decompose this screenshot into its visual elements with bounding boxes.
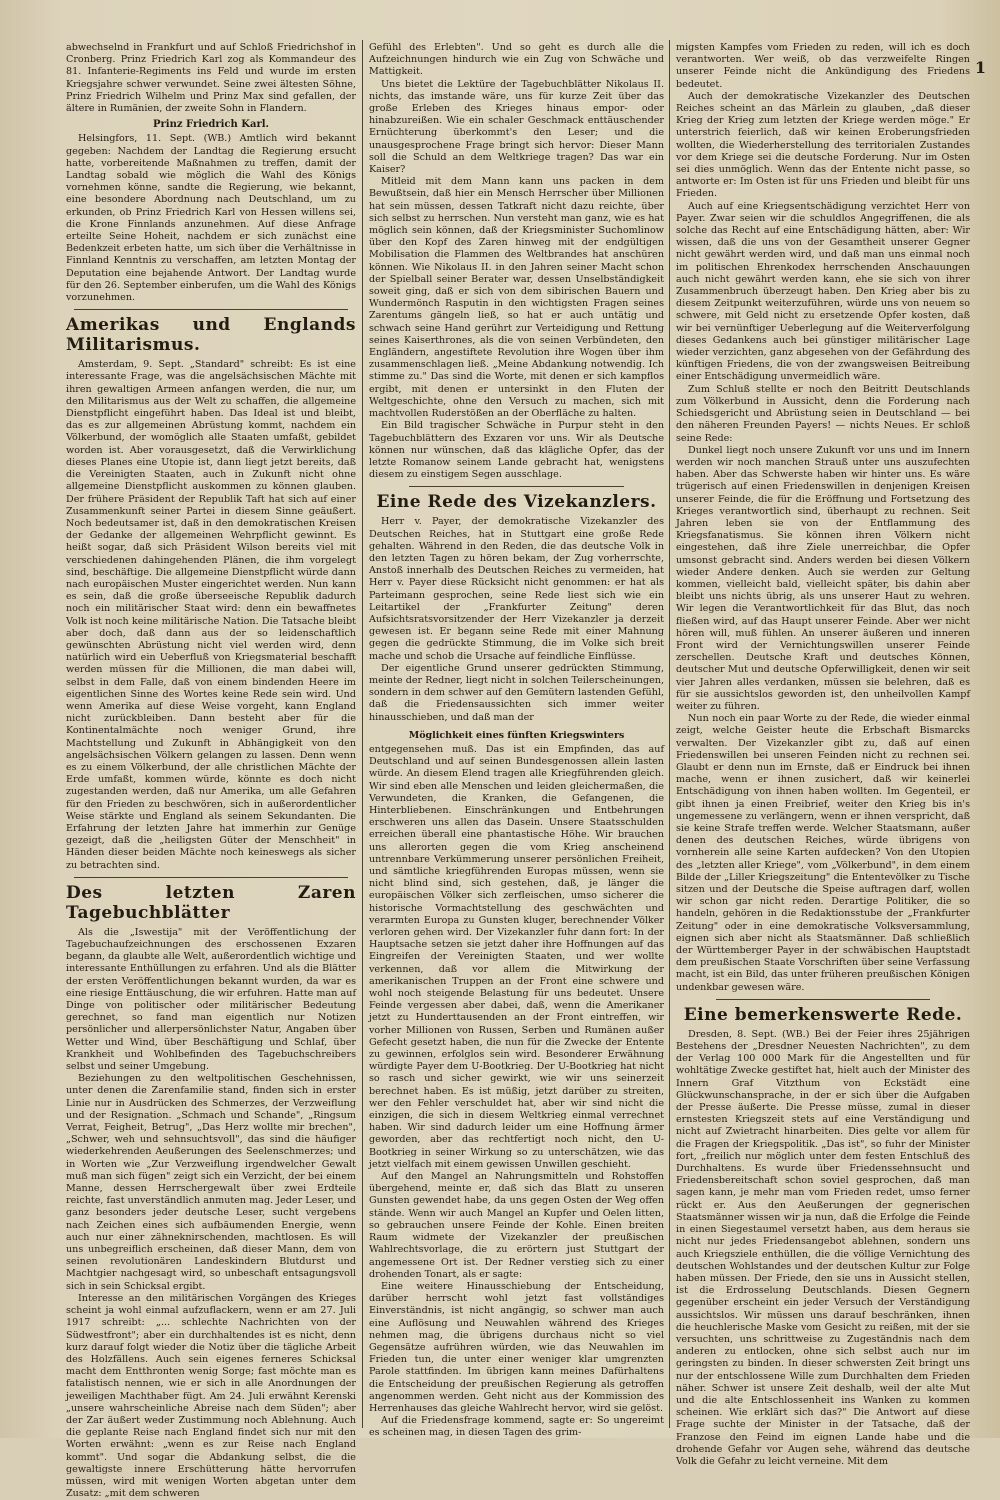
paragraph: entgegensehen muß. Das ist ein Empfinden, das auf Deutschland und auf seinen Bundesgenossen allein lasten würde. An diesem Elend tragen alle Kriegführenden gleich. Wir sind eben alle Menschen und leiden gleichermaßen, die Verwundeten, die Kranken, die Gefangenen, die Hinterbliebenen. Einschränkungen und Entbehrungen erschweren uns allen das Dasein. Unsere Staatsschulden erreichen überall eine phantastische Höhe. Wir brauchen uns allerorten gegen die vom Krieg anscheinend untrennbare Verkümmerung unserer persönlichen Freiheit, und sämtliche kriegführenden Europas müssen, wenn sie nicht blind sind, sich gestehen, daß, je länger die europäischen Völker sich zerfleischen, umso sicherer die historische Vormachtstellung des geschwächten und verarmten Europa zu Gunsten kluger, berechnender Völker verloren gehen wird. Der Vizekanzler fuhr dann fort: In der Hauptsache setzen sie jetzt daher ihre Hoffnungen auf das Eingreifen der Vereinigten Staaten, und wer wollte verkennen, daß vor allem die Mitwirkung der amerikanischen Truppen an der Front eine schwere und wohl noch steigende Belastung für uns bedeutet. Unsere Feinde vergessen aber dabei, daß, wenn die Amerikaner jetzt zu Hunderttausenden an der Front eintreffen, wir vorher Millionen von Russen, Serben und Rumänen außer Gefecht gesetzt haben, die nun für die Zwecke der Entente zu gewinnen, erfolglos sein wird. Besonderer Erwähnung würdigte Payer dem U-Bootkrieg. Der U-Bootkrieg hat nicht so rasch und sicher gewirkt, wie wir uns seinerzeit berechnet haben. Es ist müßig, jetzt darüber zu streiten, wer den Fehler verschuldet hat, aber wir sind nicht die einzigen, die sich in diesem Weltkrieg einmal verrechnet haben. Wir sind dadurch leider um eine Hoffnung ärmer geworden, aber das rechtfertigt noch nicht, den U-Bootkrieg in seiner Wirkung so zu unterschätzen, wie das jetzt vielfach mit einem gewissen Unwillen geschieht. [369,743,664,1170]
paragraph: Amsterdam, 9. Sept. „Standard" schreibt: Es ist eine interessante Frage, was die angelsächsischen Mächte mit ihren gewaltigen Armeen anfangen werden, die nur, um den Militarismus aus der Welt zu schaffen, die allgemeine Dienstpflicht eingeführt haben. Das Ideal ist und bleibt, das es zur allgemeinen Abrüstung kommt, nachdem ein Völkerbund, der womöglich alle Staaten umfaßt, gebildet worden ist. Aber vorausgesetzt, daß die Verwirklichung dieses Planes eine Utopie ist, dann liegt jetzt bereits, daß die Vereinigten Staaten, auch in Zukunft nicht ohne allgemeine Dienstpflicht auskommen zu können glauben. Der frühere Präsident der Republik Taft hat sich auf einer Zusammenkunft seiner Partei in diesem Sinne geäußert. Noch bedeutsamer ist, daß in den demokratischen Kreisen der Gedanke der allgemeinen Wehrpflicht gewinnt. Es heißt sogar, daß sich Präsident Wilson bereits viel mit verschiedenen dahingehenden Plänen, die ihm vorgelegt sind, beschäftige. Die allgemeine Dienstpflicht würde dann nach europäischen Muster eingerichtet werden. Nun kann es sein, daß die große überseeische Republik dadurch noch ein militärischer Staat wird: denn ein bewaffnetes Volk ist noch keine militärische Nation. Die Tatsache bleibt aber doch, daß dann aus der so leidenschaftlich gewünschten Abrüstung nicht viel werden wird, denn natürlich wird ein Ueberfluß von Kriegsmaterial beschafft werden müssen für die Millionen, die man dabei will, selbst in dem Falle, daß von einem bindenden Heere im eigentlichen Sinne des Wortes keine Rede sein wird. Und wenn Amerika auf diese Weise vorgeht, kann England nicht zurückbleiben. Dann besteht aber für die Kontinentalmächte noch weniger Grund, ihre Machtstellung und Zukunft in Abhängigkeit von den angelsächsischen Völkern gelangen zu lassen. Denn wenn es zu einem Völkerbund, der alle christlichen Mächte der Erde umfaßt, kommen würde, könnte es doch nicht zugestanden werden, daß nur Amerika, um alle Gefahren für den Frieden zu beschwören, sich in außerordentlicher Weise stärkte und England als seinem Sekundanten. Die Erfahrung der letzten Jahre hat immerhin zur Genüge gezeigt, daß die „heiligsten Güter der Menschheit" in Händen dieser beiden Mächte noch keineswegs als sicher zu betrachten sind. [66,359,356,871]
paragraph: Dresden, 8. Sept. (WB.) Bei der Feier ihres 25jährigen Bestehens der „Dresdner Neuesten Nachrichten", zu dem der Verlag 100 000 Mark für die Angestellten und für wohltätige Zwecke gestiftet hat, hielt auch der Minister des Innern Graf Vitzthum von Eckstädt eine Glückwunschansprache, in der er sich über die Aufgaben der Presse äußerte. Die Presse müsse, zumal in dieser ernstesten Kriegszeit stets auf eine Verständigung und nicht auf Zwietracht hinarbeiten. Dies gelte vor allem für die Fragen der Kriegspolitik. „Das ist", so fuhr der Minister fort, „freilich nur möglich unter dem festen Entschluß des Durchhaltens. Es wurde über Friedenssehnsucht und Friedensbereitschaft schon soviel gesprochen, daß man sagen kann, je mehr man vom Frieden redet, umso ferner rückt er. Aus den Aeußerungen der gegnerischen Staatsmänner wissen wir ja nun, daß die Erfolge die Feinde in einen Siegestaumel versetzt haben, aus dem heraus sie nicht nur jedes Friedensangebot ablehnen, sondern uns auch Kriegsziele enthüllen, die die völlige Vernichtung des deutschen Wohlstandes und der deutschen Kultur zur Folge haben müssen. Der Friede, den sie uns in Aussicht stellen, ist die Erdrosselung Deutschlands. Diesen Gegnern gegenüber erscheint ein jeder Versuch der Verständigung aussichtslos. Wir müssen uns darauf beschränken, ihnen die heuchlerische Maske vom Gesicht zu reißen, mit der sie versuchten, uns schrittweise zu Zugeständnis nach dem anderen zu entlocken, ohne sich selbst auch nur im geringsten zu binden. In dieser schwersten Zeit bringt uns nur der entschlossene Wille zum Durchhalten dem Frieden näher. Schwer ist unsere Zeit deshalb, weil der alte Mut und die alte Entschlossenheit ins Wanken zu kommen scheinen. Wie erklärt sich das?" Die Antwort auf diese Frage suchte der Minister in der Tatsache, daß der Franzose den Feind im eignen Lande habe und die drohende Gefahr vor Augen sehe, während das deutsche Volk die Gefahr zu leicht verneine. Mit dem [676,1028,970,1467]
column-rule [669,40,670,1428]
paragraph: Der eigentliche Grund unserer gedrückten Stimmung, meinte der Redner, liegt nicht in solchen Teilerscheinungen, sondern in dem schwer auf den Gemütern lastenden Gefühl, daß die Friedensaussichten sich immer weiter hinausschieben, und daß man der [369,662,664,723]
subheading-prinz: Prinz Friedrich Karl. [153,119,269,131]
paragraph: Ein Bild tragischer Schwäche in Purpur steht in den Tagebuchblättern des Exzaren vor uns. Wir als Deutsche können nur wünschen, daß das klägliche Opfer, das der letzte Romanow seinem Lande gebracht hat, wenigstens diesem zu einstigem Segen ausschlage. [369,420,664,481]
paragraph: migsten Kampfes vom Frieden zu reden, will ich es doch verantworten. Wer weiß, ob das verzweifelte Ringen unserer Feinde nicht die Ankündigung des Friedens bedeutet. [676,42,970,90]
paragraph: Helsingfors, 11. Sept. (WB.) Amtlich wird bekannt gegeben: Nachdem der Landtag die Regierung ersucht hatte, vorbereitende Maßnahmen zu treffen, damit der Landtag sobald wie möglich die Wahl des Königs vornehmen könne, sandte die Regierung, wie bekannt, eine besondere Abordnung nach Deutschland, um zu erkunden, ob Prinz Friedrich Karl von Hessen willens sei, die Krone Finnlands anzunehmen. Auf diese Anfrage erteilte Seine Hoheit, nachdem er sich zunächst eine Bedenkzeit erbeten hatte, um sich über die Verhältnisse in Finnland Kenntnis zu verschaffen, am letzten Montag der Deputation eine bejahende Antwort. Der Landtag wurde für den 26. September einberufen, um die Wahl des Königs vorzunehmen. [66,133,356,304]
column-3 [676,42,970,1467]
divider [409,486,624,487]
paragraph: Eine weitere Hinausschiebung der Entscheidung, darüber herrscht wohl jetzt fast vollständiges Einverständnis, ist nicht angängig, so schwer man auch eine Auflösung und Neuwahlen während des Krieges nehmen mag, die übrigens durchaus nicht so viel Gegensätze aufrühren würden, wie das Neuwahlen im Frieden tun, die unter einer weniger klar umgrenzten Parole stattfinden. Im übrigen kann meines Dafürhaltens die Entscheidung der preußischen Regierung als getroffen angenommen werden. Geht nicht aus der Kommission des Herrenhauses das gleiche Wahlrecht hervor, wird sie gelöst. [369,1280,664,1414]
paragraph: Interesse an den militärischen Vorgängen des Krieges scheint ja wohl einmal aufzuflackern, wenn er am 27. Juli 1917 schreibt: „... schlechte Nachrichten von der Südwestfront"; aber ein durchhaltendes ist es nicht, denn kurz darauf folgt wieder die Notiz über die tägliche Arbeit des Holzfällens. Auch sein eigenes ferneres Schicksal macht dem Entthronten wenig Sorge; fast möchte man es fatalistisch nennen, wie er sich in alle Anordnungen der jeweiligen Machthaber fügt. Am 24. Juli erwähnt Kerenski „unsere wahrscheinliche Abreise nach dem Süden"; aber der Zar äußert weder Zustimmung noch Ablehnung. Auch die geplante Reise nach England findet sich nur mit den Worten erwähnt: „wenn es zur Reise nach England kommt". Und sogar die Abdankung selbst, die die gewaltigste innere Erschütterung hätte hervorrufen müssen, wird mit wenigen Worten abgetan unter dem Zusatz: „mit dem schweren [66,1292,356,1500]
column-2 [369,42,664,1439]
paragraph: Auch der demokratische Vizekanzler des Deutschen Reiches scheint an das Märlein zu glauben, „daß dieser Krieg der Krieg zum letzten der Kriege werden möge." Er unterstrich feierlich, daß wir keinen Eroberungsfrieden wollten, die Wiederherstellung des territorialen Zustandes vor dem Kriege sei die deutsche Forderung. Nur im Osten sei dies unmöglich. Wenn das der Entente nicht passe, so antworte er: Im Osten ist für uns Frieden und bleibt für uns Frieden. [676,90,970,200]
paragraph: Beziehungen zu den weltpolitischen Geschehnissen, unter denen die Zarenfamilie stand, finden sich in erster Linie nur in Ausdrücken des Schmerzes, der Verzweiflung und der Resignation. „Schmach und Schande", „Ringsum Verrat, Feigheit, Betrug", „Das Herz wollte mir brechen", „Schwer, weh und sehnsuchtsvoll", das sind die häufiger wiederkehrenden Aeußerungen des Seelenschmerzes; und in Worten wie „Zur Verzweiflung irgendwelcher Gewalt muß man sich fügen" zeigt sich ein Verzicht, der bei einem Manne, dessen Herrschergewalt über zwei Erdteile reichte, fast unverständlich anmuten mag. Jeder Leser, und ganz besonders jeder deutsche Leser, sucht vergebens nach Zeichen eines sich aufbäumenden Energie, wenn auch nur einer zähneknirschenden, machtlosen. Es will uns unbegreiflich erscheinen, daß dieser Mann, dem von seinen revolutionären Landeskindern Blutdurst und Machtgier nachgesagt wird, so unbeschaft entsagungsvoll sich in sein Schicksal ergibt. [66,1073,356,1292]
paragraph: Zum Schluß stellte er noch den Beitritt Deutschlands zum Völkerbund in Aussicht, denn die Forderung nach Schiedsgericht und Abrüstung seien in Deutschland — bei den näheren Freunden Payers! — nichts Neues. Er schloß seine Rede: [676,383,970,444]
column-1 [66,42,356,1500]
paragraph: abwechselnd in Frankfurt und auf Schloß Friedrichshof in Cronberg. Prinz Friedrich Karl zog als Kommandeur des 81. Infanterie-Regiments ins Feld und wurde im ersten Kriegsjahre schwer verwundet. Seine zwei ältesten Söhne, Prinz Friedrich Wilhelm und Prinz Max sind gefallen, der ältere in Rumänien, der zweite Sohn in Flandern. [66,42,356,115]
divider [716,999,930,1000]
paragraph: Auf den Mangel an Nahrungsmitteln und Rohstoffen übergehend, meinte er, daß sich das Blatt zu unseren Gunsten gewendet habe, da uns gegen Osten der Weg offen stände. Wenn wir auch Mangel an Kupfer und Oelen litten, so gebrauchen unsere Feinde der Kohle. Einen breiten Raum widmete der Vizekanzler der preußischen Wahlrechtsvorlage, die zu erörtern just Stuttgart der angemessene Ort ist. Der Redner verstieg sich zu einer drohenden Tonart, als er sagte: [369,1171,664,1280]
divider [74,877,348,878]
paragraph: Herr v. Payer, der demokratische Vizekanzler des Deutschen Reiches, hat in Stuttgart eine große Rede gehalten. Während in den Reden, die das deutsche Volk in den letzten Tagen zu hören bekam, der Zug vorherrschte, Anstoß innerhalb des Deutschen Reiches zu vermeiden, hat Herr v. Payer diese Rücksicht nicht genommen: er hat als Parteimann gesprochen, seine Rede liest sich wie ein Leitartikel der „Frankfurter Zeitung" deren Aufsichtsratsvorsitzender der Herr Vizekanzler ja derzeit gewesen ist. Er begann seine Rede mit einer Mahnung gegen die gedrückte Stimmung, die im Volke sich breit mache und schob die Ursache auf feindliche Einflüsse. [369,516,664,662]
headline-zaren: Des letzten Zaren Tagebuchblätter [66,882,356,923]
column-rule [362,40,363,1428]
divider [74,309,348,310]
headline-rede: Eine Rede des Vizekanzlers. [376,492,657,513]
paragraph: Mitleid mit dem Mann kann uns packen in dem Bewußtsein, daß hier ein Mensch Herrscher über Millionen hat sein müssen, dessen Tatkraft nicht dazu reichte, über sich selbst zu herrschen. Nun versteht man ganz, wie es hat möglich sein können, daß der Kriegsminister Suchomlinow über den Kopf des Zaren hinweg mit der endgültigen Mobilisation die Flammen des Weltbrandes hat anschüren können. Wie Nikolaus II. in den Jahren seiner Macht schon der Spielball seiner Berater war, dessen Unselbständigkeit soweit ging, daß er sich von dem sibirischen Bauern und Wundermönch Rasputin in den wichtigsten Fragen seines Zarentums gängeln ließ, so hat er auch untätig und schwach seine Hand gerührt zur Verteidigung und Rettung seines Kaiserthrones, als die von seinen Verbündeten, den Engländern, angestiftete Revolution ihre Wogen über ihm zusammenschlagen ließ. „Meine Abdankung notwendig. Ich stimme zu." Das sind die Worte, mit denen er sich kampflos ergibt, mit denen er untersinkt in den Fluten der Weltgeschichte, ohne den Versuch zu machen, sich mit machtvollen Ruderstößen an der Oberfläche zu halten. [369,176,664,420]
paragraph: Nun noch ein paar Worte zu der Rede, die wieder einmal zeigt, welche Geister heute die Erbschaft Bismarcks verwalten. Der Vizekanzler gibt zu, daß auf einen Friedenswillen bei unseren Feinden nicht zu rechnen sei. Glaubt er denn nun im Ernste, daß er Eindruck bei ihnen mache, wenn er ihnen zusichert, daß wir keinerlei Entschädigung von ihnen haben wollten. Im Gegenteil, er gibt ihnen ja einen Freibrief, weiter den Krieg bis in's ungemessene zu verlängern, wenn er ihnen verspricht, daß sie keine Strafe treffen werde. Welcher Staatsmann, außer denen des deutschen Reiches, würde übrigens von vornherein alle seine Karten aufdecken? Von den Utopien des „letzten aller Kriege", vom „Völkerbund", in dem einem Bilde der „Liller Kriegszeitung" die Ententevölker zu Tische sitzen und der Deutsche die Speise auftragen darf, wollen wir schon gar nicht reden. Derartige Politiker, die so handeln, gehören in die Redaktionsstube der „Frankfurter Zeitung" oder in eine demokratische Volksversammlung, eignen sich aber nicht als Staatsmänner. Daß schließlich der Württemberger Payer in der schwäbischen Hauptstadt dem preußischen Staate Vorschriften über seine Verfassung macht, ist ein Bild, das unter früheren preußischen Königen undenkbar gewesen wäre. [676,713,970,993]
headline-amerika: Amerikas und Englands Militarismus. [66,315,356,356]
paragraph: Auf die Friedensfrage kommend, sagte er: So ungereimt es scheinen mag, in diesen Tagen des grim- [369,1415,664,1439]
paragraph: Dunkel liegt noch unsere Zukunft vor uns und im Innern werden wir noch manchen Strauß unter uns auszufechten haben. Aber das Schwerste haben wir hinter uns. Es wäre trügerisch auf einen Friedenswillen in denjenigen Kreisen unserer Feinde, die für die Eröffnung und Fortsetzung des Krieges verantwortlich sind, überhaupt zu rechnen. Seit Jahren leben sie von der Entflammung des Kriegsfanatismus. Sie können ihren Völkern nicht eingestehen, daß ihre Ziele unerreichbar, die Opfer umsonst gebracht sind. Anders werden bei diesen Völkern wieder Andere denken. Auch sie werden zur Geltung kommen, vielleicht bald, vielleicht später, bis dahin aber bleibt uns nichts übrig, als uns unserer Haut zu wehren. Wir legen die Verantwortlichkeit für das Blut, das noch fließen wird, auf das Haupt unserer Feinde. Aber wer nicht hören will, muß fühlen. An unserer äußeren und inneren Front wird der Vernichtungswillen unserer Feinde zerschellen. Deutsche Kraft und deutsches Können, deutscher Mut und deutsche Opferwilligkeit, denen wir seit vier Jahren alles verdanken, müssen sie belehren, daß es für sie aussichtslos geworden ist, den unheilvollen Kampf weiter zu führen. [676,444,970,712]
headline-bemerkenswert: Eine bemerkenswerte Rede. [683,1004,963,1025]
paragraph: Uns bietet die Lektüre der Tagebuchblätter Nikolaus II. nichts, das imstande wäre, uns für kurze Zeit über das große Erleben des Krieges hinaus empor- oder hinabzureißen. Wie ein schaler Geschmack enttäuschender Ernüchterung überkommt's den Leser; und die unausgesprochene Frage bringt sich hervor: Dieser Mann soll die Schuld an dem Weltkriege tragen? Das war ein Kaiser? [369,78,664,176]
page-number: 1 [974,58,986,77]
paragraph: Auch auf eine Kriegsentschädigung verzichtet Herr von Payer. Zwar seien wir die schuldlos Angegriffenen, die als solche das Recht auf eine Entschädigung hätten, aber: Wir wissen, daß die uns von der Gesamtheit unserer Gegner nicht gewährt werden wird, und daß man uns einmal noch im politischen Ehrenkodex herrschenden Anschauungen auch nicht gewährt werden kann, ehe sie sich von ihrer Zusammenbruch überzeugt haben. Den Krieg aber bis zu diesem Zeitpunkt weiterzuführen, würde uns von neuem so schwere, mit Geld nicht zu ersetzende Opfer kosten, daß wir bei vernünftiger Ueberlegung auf die Weiterverfolgung dieses Gedankens auch bei günstiger militärischer Lage wieder verzichten, ganz abgesehen von der Gefährdung des künftigen Friedens, die von der zwangsweisen Beitreibung einer Entschädigung unvermeidlich wäre. [676,200,970,383]
paragraph: Als die „Iswestija" mit der Veröffentlichung der Tagebuchaufzeichnungen des erschossenen Exzaren begann, da glaubte alle Welt, außerordentlich wichtige und interessante Enthüllungen zu erfahren. Und als die Blätter der ersten Veröffentlichungen bekannt wurden, da war es eine riesige Enttäuschung, die wir erfuhren. Hatte man auf Dinge von politischer oder militärischer Bedeutung gerechnet, so fand man eigentlich nur Notizen persönlicher und allerpersönlichster Natur, Angaben über Wetter und Wind, über Beschäftigung und Schlaf, über Krankheit und Wohlbefinden des Tagebuchschreibers selbst und seiner Umgebung. [66,926,356,1073]
paragraph: Gefühl des Erlebten". Und so geht es durch alle die Aufzeichnungen hindurch wie ein Zug von Schwäche und Mattigkeit. [369,42,664,78]
subheading-kriegswinter: Möglichkeit eines fünften Kriegswinters [408,729,625,741]
